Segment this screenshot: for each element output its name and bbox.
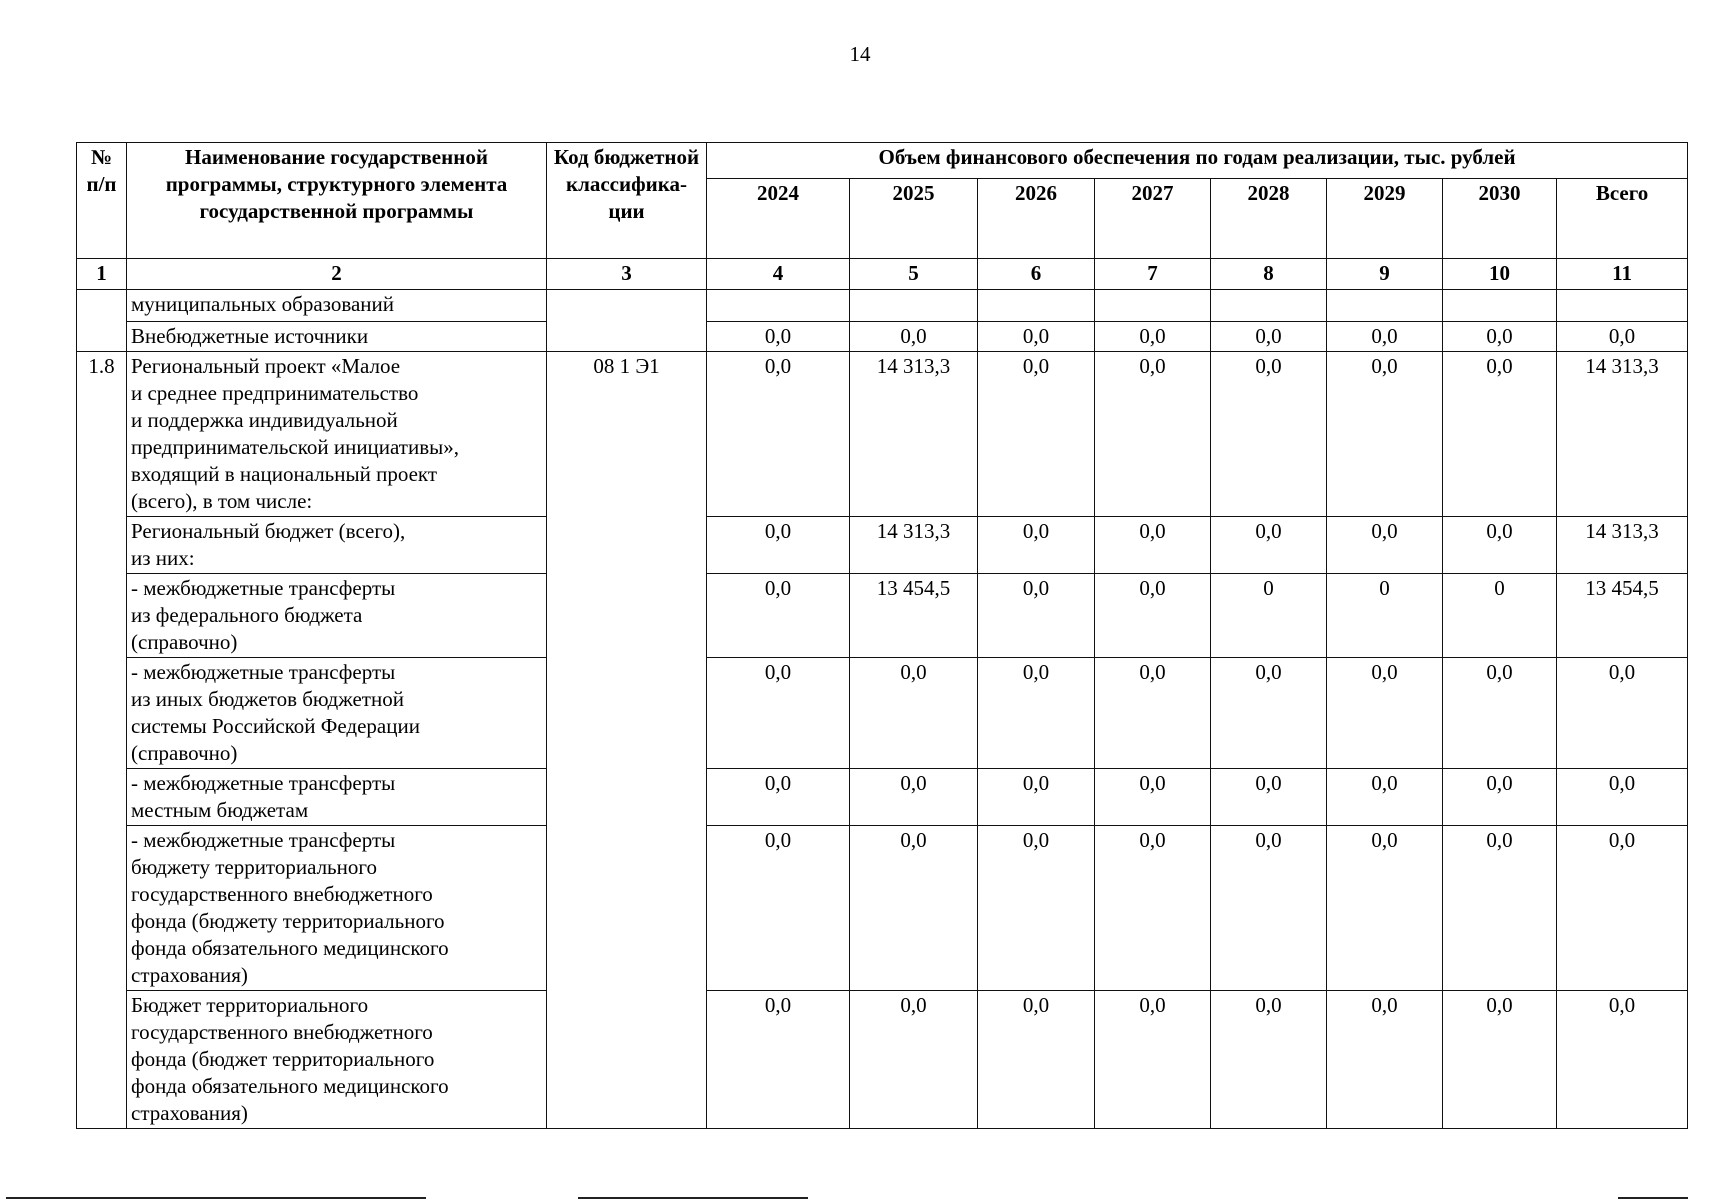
header-year: 2028 xyxy=(1211,179,1327,259)
year-value-cell: 0,0 xyxy=(1211,352,1327,517)
year-value-cell xyxy=(1095,290,1211,322)
year-value-cell: 0,0 xyxy=(1211,991,1327,1129)
year-value-cell: 0,0 xyxy=(1443,517,1557,574)
row-name: - межбюджетные трансферты местным бюджетам xyxy=(127,769,547,826)
year-value-cell: 0,0 xyxy=(978,826,1095,991)
total-value-cell: 0,0 xyxy=(1557,658,1688,769)
year-value-cell: 0,0 xyxy=(850,826,978,991)
year-value-cell: 0,0 xyxy=(1327,322,1443,352)
year-value-cell: 0,0 xyxy=(850,769,978,826)
row-name: - межбюджетные трансферты бюджету территориального государственного внебюджетного фонда (бюджету территориального фонда обязательного медицинского страхования) xyxy=(127,826,547,991)
total-value-cell: 0,0 xyxy=(1557,826,1688,991)
year-value-cell: 0,0 xyxy=(1327,769,1443,826)
header-year: 2030 xyxy=(1443,179,1557,259)
row-code xyxy=(547,290,707,352)
year-value-cell: 0,0 xyxy=(1443,352,1557,517)
year-value-cell: 0,0 xyxy=(850,322,978,352)
year-value-cell: 0,0 xyxy=(1211,517,1327,574)
year-value-cell xyxy=(1443,290,1557,322)
column-number: 1 xyxy=(77,259,127,290)
year-value-cell xyxy=(1327,290,1443,322)
year-value-cell: 0,0 xyxy=(707,658,850,769)
table-row xyxy=(77,322,1688,352)
column-number: 10 xyxy=(1443,259,1557,290)
scan-edge-line xyxy=(6,1197,426,1199)
column-number: 6 xyxy=(978,259,1095,290)
year-value-cell: 0,0 xyxy=(850,991,978,1129)
table-row xyxy=(77,352,1688,517)
year-value-cell: 0,0 xyxy=(1211,322,1327,352)
table-row xyxy=(77,517,1688,574)
column-number: 8 xyxy=(1211,259,1327,290)
year-value-cell: 0,0 xyxy=(1211,769,1327,826)
scan-edge-line xyxy=(578,1197,808,1199)
year-value-cell: 0,0 xyxy=(1327,991,1443,1129)
row-index xyxy=(77,290,127,352)
year-value-cell: 0 xyxy=(1211,574,1327,658)
year-value-cell: 0,0 xyxy=(978,322,1095,352)
header-year: 2025 xyxy=(850,179,978,259)
year-value-cell xyxy=(707,290,850,322)
page-number: 14 xyxy=(849,42,871,66)
year-value-cell: 0 xyxy=(1327,574,1443,658)
year-value-cell: 0 xyxy=(1443,574,1557,658)
scan-edge-line xyxy=(1618,1197,1688,1199)
year-value-cell: 0,0 xyxy=(707,574,850,658)
table-row xyxy=(77,290,1688,322)
header-total: Всего xyxy=(1557,179,1688,259)
year-value-cell: 0,0 xyxy=(850,658,978,769)
table-row xyxy=(77,769,1688,826)
year-value-cell xyxy=(1211,290,1327,322)
year-value-cell: 0,0 xyxy=(1327,826,1443,991)
total-value-cell xyxy=(1557,290,1688,322)
year-value-cell: 0,0 xyxy=(978,991,1095,1129)
year-value-cell: 0,0 xyxy=(1095,769,1211,826)
row-name: - межбюджетные трансферты из иных бюджетов бюджетной системы Российской Федерации (справочно) xyxy=(127,658,547,769)
table-row xyxy=(77,991,1688,1129)
row-name: Бюджет территориального государственного внебюджетного фонда (бюджет территориального фонда обязательного медицинского страхования) xyxy=(127,991,547,1129)
header-code: Код бюджетной классифика-ции xyxy=(547,143,707,259)
year-value-cell: 0,0 xyxy=(707,991,850,1129)
year-value-cell: 0,0 xyxy=(1443,769,1557,826)
year-value-cell: 0,0 xyxy=(1095,658,1211,769)
row-name: Внебюджетные источники xyxy=(127,322,547,352)
total-value-cell: 14 313,3 xyxy=(1557,352,1688,517)
year-value-cell: 0,0 xyxy=(1443,658,1557,769)
year-value-cell: 0,0 xyxy=(1443,322,1557,352)
header-year: 2027 xyxy=(1095,179,1211,259)
year-value-cell: 0,0 xyxy=(1327,352,1443,517)
row-code: 08 1 Э1 xyxy=(547,352,707,1129)
year-value-cell: 0,0 xyxy=(1095,826,1211,991)
total-value-cell: 14 313,3 xyxy=(1557,517,1688,574)
row-name: муниципальных образований xyxy=(127,290,547,322)
year-value-cell: 0,0 xyxy=(1443,991,1557,1129)
header-name: Наименование государственной программы, структурного элемента государственной программы xyxy=(127,143,547,259)
funding-table xyxy=(76,142,1688,1129)
table-row xyxy=(77,574,1688,658)
year-value-cell: 0,0 xyxy=(978,574,1095,658)
year-value-cell: 0,0 xyxy=(707,826,850,991)
column-number: 4 xyxy=(707,259,850,290)
header-year: 2026 xyxy=(978,179,1095,259)
column-number: 3 xyxy=(547,259,707,290)
year-value-cell: 0,0 xyxy=(1327,658,1443,769)
year-value-cell: 0,0 xyxy=(1443,826,1557,991)
year-value-cell: 0,0 xyxy=(1095,517,1211,574)
column-number: 11 xyxy=(1557,259,1688,290)
column-number: 5 xyxy=(850,259,978,290)
header-funding: Объем финансового обеспечения по годам реализации, тыс. рублей xyxy=(707,143,1688,179)
year-value-cell: 0,0 xyxy=(1211,826,1327,991)
year-value-cell: 0,0 xyxy=(707,322,850,352)
table-row xyxy=(77,658,1688,769)
column-number: 2 xyxy=(127,259,547,290)
year-value-cell: 0,0 xyxy=(978,517,1095,574)
year-value-cell: 0,0 xyxy=(707,769,850,826)
header-index: № п/п xyxy=(77,143,127,259)
total-value-cell: 0,0 xyxy=(1557,322,1688,352)
year-value-cell: 0,0 xyxy=(978,658,1095,769)
year-value-cell: 0,0 xyxy=(978,352,1095,517)
year-value-cell: 0,0 xyxy=(707,517,850,574)
row-name: Региональный проект «Малое и среднее предпринимательство и поддержка индивидуальной предпринимательской инициативы», входящий в национальный проект (всего), в том числе: xyxy=(127,352,547,517)
year-value-cell: 0,0 xyxy=(1095,352,1211,517)
year-value-cell: 0,0 xyxy=(707,352,850,517)
header-year: 2029 xyxy=(1327,179,1443,259)
row-name: - межбюджетные трансферты из федерального бюджета (справочно) xyxy=(127,574,547,658)
row-name: Региональный бюджет (всего), из них: xyxy=(127,517,547,574)
total-value-cell: 13 454,5 xyxy=(1557,574,1688,658)
year-value-cell: 0,0 xyxy=(1095,574,1211,658)
year-value-cell: 13 454,5 xyxy=(850,574,978,658)
year-value-cell: 14 313,3 xyxy=(850,517,978,574)
year-value-cell: 0,0 xyxy=(1211,658,1327,769)
year-value-cell: 0,0 xyxy=(1095,991,1211,1129)
header-year: 2024 xyxy=(707,179,850,259)
year-value-cell: 14 313,3 xyxy=(850,352,978,517)
year-value-cell xyxy=(850,290,978,322)
year-value-cell: 0,0 xyxy=(1327,517,1443,574)
total-value-cell: 0,0 xyxy=(1557,991,1688,1129)
year-value-cell: 0,0 xyxy=(1095,322,1211,352)
total-value-cell: 0,0 xyxy=(1557,769,1688,826)
column-number: 9 xyxy=(1327,259,1443,290)
year-value-cell xyxy=(978,290,1095,322)
year-value-cell: 0,0 xyxy=(978,769,1095,826)
row-index: 1.8 xyxy=(77,352,127,1129)
column-number: 7 xyxy=(1095,259,1211,290)
table-row xyxy=(77,826,1688,991)
